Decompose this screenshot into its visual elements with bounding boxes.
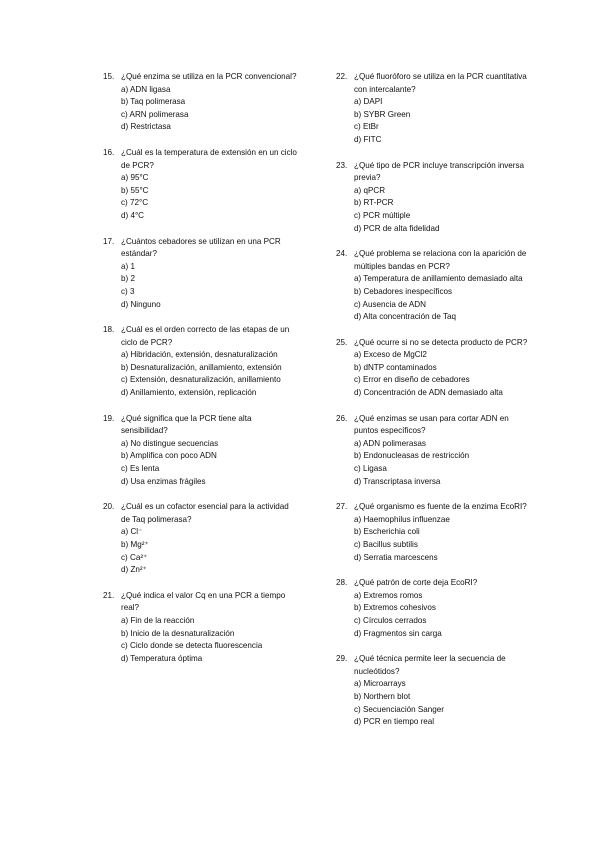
question-text: ¿Qué ocurre si no se detecta producto de PCR? xyxy=(354,337,528,347)
options-list xyxy=(121,438,298,488)
question-number: 25. xyxy=(336,337,348,347)
question-number: 28. xyxy=(336,578,348,588)
left-column xyxy=(103,71,298,678)
answer-option: c) Secuenciación Sanger xyxy=(354,704,444,714)
answer-option: c) Círculos cerrados xyxy=(354,615,427,625)
question-body xyxy=(121,413,298,489)
question-body xyxy=(121,590,298,666)
answer-option: a) 1 xyxy=(121,261,135,271)
answer-option: b) Amplifica con poco ADN xyxy=(121,451,217,461)
answer-option: b) Escherichia coli xyxy=(354,527,420,537)
answer-option: b) Extremos cohesivos xyxy=(354,603,436,613)
options-list xyxy=(354,514,531,564)
answer-option: a) Hibridación, extensión, desnaturalización xyxy=(121,350,278,360)
question-item xyxy=(103,413,298,489)
question-text: ¿Qué organismo es fuente de la enzima EcoRI? xyxy=(354,502,527,512)
question-item xyxy=(336,501,531,564)
options-list xyxy=(354,349,531,399)
question-item xyxy=(336,413,531,489)
answer-option: c) 3 xyxy=(121,286,135,296)
options-list xyxy=(354,185,531,235)
answer-option: d) Fragmentos sin carga xyxy=(354,628,442,638)
answer-option: d) Alta concentración de Taq xyxy=(354,312,456,322)
question-item xyxy=(336,248,531,324)
answer-option: c) EtBr xyxy=(354,122,379,132)
options-list xyxy=(354,590,531,640)
question-number: 21. xyxy=(103,590,115,600)
answer-option: b) SYBR Green xyxy=(354,109,411,119)
answer-option: c) 72°C xyxy=(121,198,149,208)
answer-option: d) Anillamiento, extensión, replicación xyxy=(121,388,257,398)
question-body xyxy=(354,413,531,489)
answer-option: a) Microarrays xyxy=(354,679,406,689)
question-item xyxy=(103,71,298,134)
answer-option: a) Fin de la reacción xyxy=(121,615,195,625)
answer-option: a) Temperatura de anillamiento demasiado alta xyxy=(354,274,523,284)
question-text: ¿Qué técnica permite leer la secuencia de nucleótidos? xyxy=(354,654,506,676)
answer-option: a) Cl⁻ xyxy=(121,527,143,537)
answer-option: c) Ca²⁺ xyxy=(121,552,148,562)
question-body xyxy=(354,337,531,400)
question-body xyxy=(354,71,531,147)
question-number: 16. xyxy=(103,147,115,157)
question-item xyxy=(336,653,531,729)
answer-option: b) Endonucleasas de restricción xyxy=(354,451,470,461)
options-list xyxy=(121,349,298,399)
question-body xyxy=(354,501,531,564)
answer-option: b) 55°C xyxy=(121,185,149,195)
options-list xyxy=(354,96,531,146)
answer-option: b) RT-PCR xyxy=(354,198,394,208)
question-text: ¿Qué enzima se utiliza en la PCR convencional? xyxy=(121,72,297,81)
question-text: ¿Cuál es el orden correcto de las etapas de un ciclo de PCR? xyxy=(121,325,290,347)
options-list xyxy=(121,526,298,576)
answer-option: c) ARN polimerasa xyxy=(121,109,189,119)
question-number: 20. xyxy=(103,502,115,512)
answer-option: c) Extensión, desnaturalización, anillamiento xyxy=(121,375,281,385)
answer-option: c) Ciclo donde se detecta fluorescencia xyxy=(121,641,263,651)
question-item xyxy=(103,501,298,577)
question-item xyxy=(103,590,298,666)
question-text: ¿Cuál es un cofactor esencial para la actividad de Taq polimerasa? xyxy=(121,502,289,524)
answer-option: b) Mg²⁺ xyxy=(121,540,149,549)
answer-option: a) Haemophilus influenzae xyxy=(354,514,450,524)
options-list xyxy=(354,273,531,323)
question-number: 24. xyxy=(336,249,348,259)
question-body xyxy=(354,160,531,236)
question-text: ¿Qué enzimas se usan para cortar ADN en puntos específicos? xyxy=(354,413,509,436)
answer-option: a) ADN ligasa xyxy=(121,84,171,94)
answer-option: a) 95°C xyxy=(121,173,149,183)
answer-option: b) Desnaturalización, anillamiento, extensión xyxy=(121,362,282,372)
question-item xyxy=(336,577,531,640)
question-body xyxy=(121,501,298,577)
answer-option: c) PCR múltiple xyxy=(354,210,411,220)
answer-option: a) DAPI xyxy=(354,97,383,107)
answer-option: b) Inicio de la desnaturalización xyxy=(121,628,235,638)
options-list xyxy=(354,438,531,488)
answer-option: d) Temperatura óptima xyxy=(121,653,203,663)
question-body xyxy=(354,653,531,729)
answer-option: b) Cebadores inespecíficos xyxy=(354,286,453,296)
question-body xyxy=(354,248,531,324)
question-item xyxy=(103,324,298,400)
question-number: 18. xyxy=(103,325,115,335)
question-number: 15. xyxy=(103,72,115,81)
answer-option: a) ADN polimerasas xyxy=(354,438,426,448)
question-number: 19. xyxy=(103,413,115,423)
answer-option: d) PCR en tiempo real xyxy=(354,717,435,727)
question-number: 23. xyxy=(336,160,348,170)
answer-option: d) Usa enzimas frágiles xyxy=(121,476,206,486)
answer-option: d) Ninguno xyxy=(121,299,161,309)
question-text: ¿Qué problema se relaciona con la aparición de múltiples bandas en PCR? xyxy=(354,249,527,271)
question-body xyxy=(354,577,531,640)
question-number: 17. xyxy=(103,236,115,246)
answer-option: c) Error en diseño de cebadores xyxy=(354,375,470,385)
answer-option: c) Bacillus subtilis xyxy=(354,540,418,549)
answer-option: b) Northern blot xyxy=(354,691,411,701)
answer-option: c) Es lenta xyxy=(121,464,160,474)
question-text: ¿Qué fluoróforo se utiliza en la PCR cuantitativa con intercalante? xyxy=(354,72,527,94)
answer-option: c) Ausencia de ADN xyxy=(354,299,426,309)
question-text: ¿Qué tipo de PCR incluye transcripción inversa previa? xyxy=(354,160,525,183)
answer-option: d) Transcriptasa inversa xyxy=(354,476,441,486)
answer-option: d) Zn²⁺ xyxy=(121,565,147,575)
answer-option: d) FITC xyxy=(354,134,382,144)
question-number: 27. xyxy=(336,502,348,512)
question-text: ¿Cuál es la temperatura de extensión en un ciclo de PCR? xyxy=(121,147,297,170)
question-item xyxy=(103,147,298,223)
right-column xyxy=(336,71,531,742)
answer-option: d) Restrictasa xyxy=(121,122,171,132)
answer-option: b) 2 xyxy=(121,274,135,284)
question-number: 22. xyxy=(336,72,348,81)
question-body xyxy=(121,236,298,312)
question-item xyxy=(103,236,298,312)
options-list xyxy=(121,261,298,311)
answer-option: d) Serratia marcescens xyxy=(354,552,438,562)
answer-option: b) Taq polimerasa xyxy=(121,97,186,107)
answer-option: d) PCR de alta fidelidad xyxy=(354,223,440,233)
question-item xyxy=(336,337,531,400)
answer-option: d) 4°C xyxy=(121,210,145,220)
question-number: 29. xyxy=(336,654,348,664)
options-list xyxy=(354,678,531,728)
question-body xyxy=(121,71,298,134)
options-list xyxy=(121,84,298,134)
question-body xyxy=(121,324,298,400)
answer-option: a) qPCR xyxy=(354,185,386,195)
question-text: ¿Qué indica el valor Cq en una PCR a tiempo real? xyxy=(121,590,286,613)
question-item xyxy=(336,160,531,236)
question-text: ¿Qué patrón de corte deja EcoRI? xyxy=(354,578,478,588)
question-text: ¿Cuántos cebadores se utilizan en una PCR estándar? xyxy=(121,236,281,259)
answer-option: a) Extremos romos xyxy=(354,590,423,600)
question-text: ¿Qué significa que la PCR tiene alta sensibilidad? xyxy=(121,413,252,436)
question-number: 26. xyxy=(336,413,348,423)
answer-option: d) Concentración de ADN demasiado alta xyxy=(354,388,503,398)
answer-option: a) Exceso de MgCl2 xyxy=(354,350,427,360)
options-list xyxy=(121,615,298,665)
question-body xyxy=(121,147,298,223)
answer-option: a) No distingue secuencias xyxy=(121,438,219,448)
question-item xyxy=(336,71,531,147)
answer-option: b) dNTP contaminados xyxy=(354,362,437,372)
answer-option: c) Ligasa xyxy=(354,464,387,474)
options-list xyxy=(121,172,298,222)
